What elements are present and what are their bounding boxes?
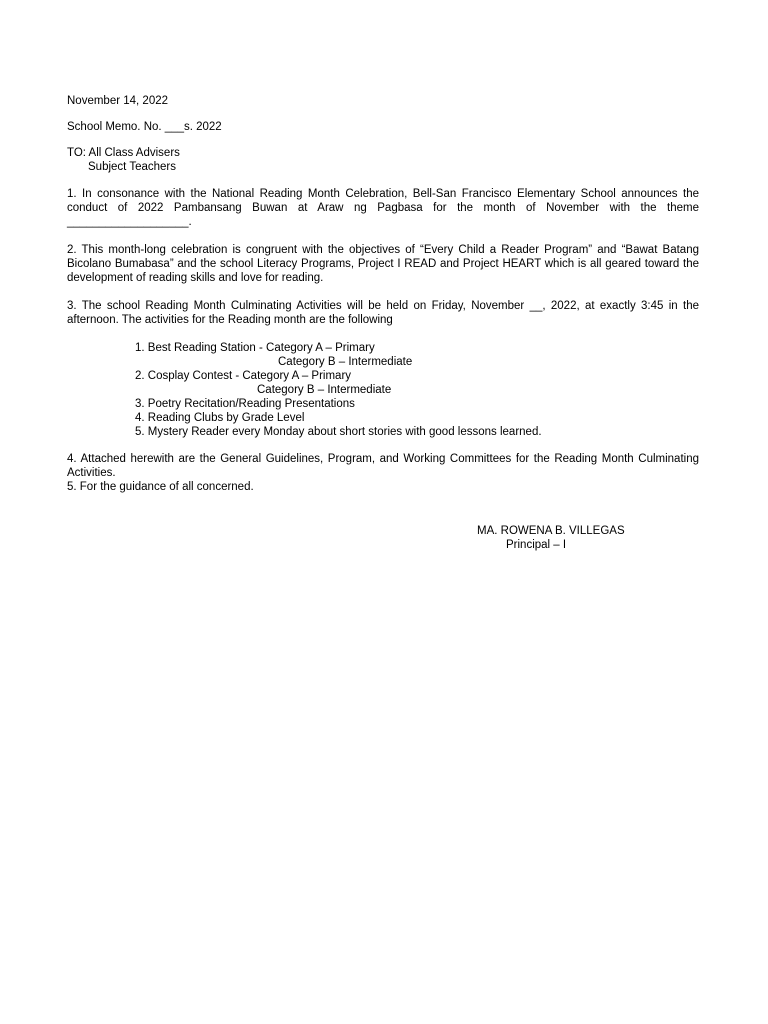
recipients-block bbox=[67, 146, 699, 174]
activity-item-4: 4. Reading Clubs by Grade Level bbox=[135, 412, 305, 424]
paragraph-3: 3. The school Reading Month Culminating Activities will be held on Friday, November __, 2022, at exactly 3:45 in the afternoon. The activities for the Reading month are the following bbox=[67, 300, 699, 326]
signatory-title: Principal – I bbox=[506, 539, 567, 551]
recipient-line-1: TO: All Class Advisers bbox=[67, 147, 180, 159]
activity-item-5: 5. Mystery Reader every Monday about short stories with good lessons learned. bbox=[135, 426, 542, 438]
memo-body bbox=[67, 94, 699, 494]
activity-item-2: 2. Cosplay Contest - Category A – Primary bbox=[135, 370, 352, 382]
activity-item-1-sub: Category B – Intermediate bbox=[278, 356, 413, 368]
signature-block bbox=[477, 524, 677, 552]
activity-item-3: 3. Poetry Recitation/Reading Presentations bbox=[135, 398, 355, 410]
paragraph-2: 2. This month-long celebration is congruent with the objectives of “Every Child a Reader Program” and “Bawat Batang Bicolano Bumabasa” and the school Literacy Programs, Project I READ and Project HEART which is all geared toward the development of reading skills and love for reading. bbox=[67, 244, 699, 284]
paragraph-5: 5. For the guidance of all concerned. bbox=[67, 481, 254, 493]
signatory-name: MA. ROWENA B. VILLEGAS bbox=[477, 525, 625, 537]
memo-date: November 14, 2022 bbox=[67, 95, 169, 107]
recipient-line-2: Subject Teachers bbox=[88, 161, 177, 173]
memo-number: School Memo. No. ___s. 2022 bbox=[67, 121, 222, 133]
paragraph-1: 1. In consonance with the National Reading Month Celebration, Bell-San Francisco Elementary School announces the conduct of 2022 Pambansang Buwan at Araw ng Pagbasa for the month of November with the theme ___________________. bbox=[67, 188, 699, 228]
activity-item-1: 1. Best Reading Station - Category A – Primary bbox=[135, 342, 375, 354]
activities-list bbox=[67, 341, 699, 439]
activity-item-2-sub: Category B – Intermediate bbox=[257, 384, 392, 396]
paragraph-4: 4. Attached herewith are the General Guidelines, Program, and Working Committees for the Reading Month Culminating Activities. bbox=[67, 453, 699, 479]
